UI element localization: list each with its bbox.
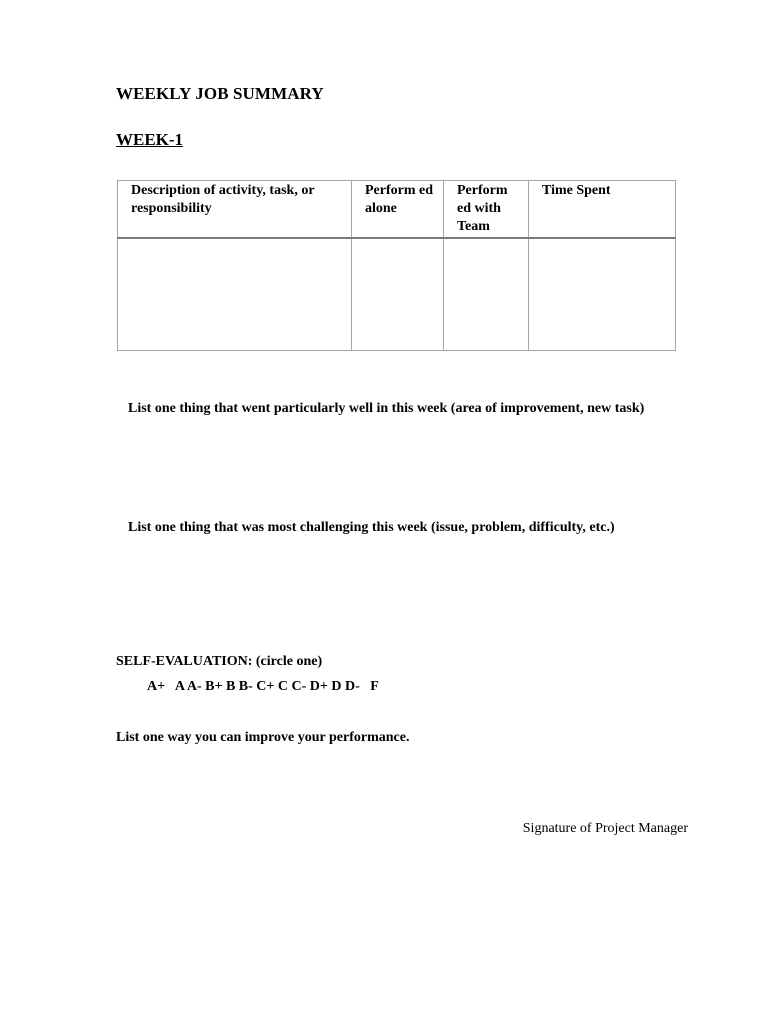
challenging-text: List one thing that was most challenging this week (issue, problem, difficulty, etc.) (128, 520, 615, 535)
cell-description-value (118, 239, 351, 351)
table-row (118, 238, 676, 351)
went-well-text: List one thing that went particularly well in this week (area of improvement, new task) (128, 401, 645, 416)
cell-performed-with-team-value (444, 239, 528, 351)
document-title: WEEKLY JOB SUMMARY (116, 84, 324, 103)
challenging-prompt (116, 515, 696, 540)
header-performed-with-team: Perform ed with Team (444, 181, 529, 238)
went-well-prompt (116, 396, 676, 421)
cell-performed-alone[interactable] (352, 238, 444, 351)
cell-time-spent-value (529, 239, 675, 351)
header-performed-alone: Perform ed alone (352, 181, 444, 238)
week-heading: WEEK-1 (116, 130, 184, 149)
cell-performed-alone-value (352, 239, 443, 351)
cell-performed-with-team[interactable] (444, 238, 529, 351)
self-evaluation-label: SELF-EVALUATION: (circle one) (116, 654, 323, 669)
header-description: Description of activity, task, or responsibility (118, 181, 352, 238)
grade-options[interactable]: A+ A A- B+ B B- C+ C C- D+ D D- F (147, 679, 379, 694)
table-header-row (118, 181, 676, 238)
signature-label: Signature of Project Manager (522, 821, 688, 836)
activity-table (117, 180, 676, 351)
improve-prompt: List one way you can improve your performance. (116, 730, 410, 745)
cell-description[interactable] (118, 238, 352, 351)
cell-time-spent[interactable] (529, 238, 676, 351)
header-time-spent: Time Spent (529, 181, 676, 238)
